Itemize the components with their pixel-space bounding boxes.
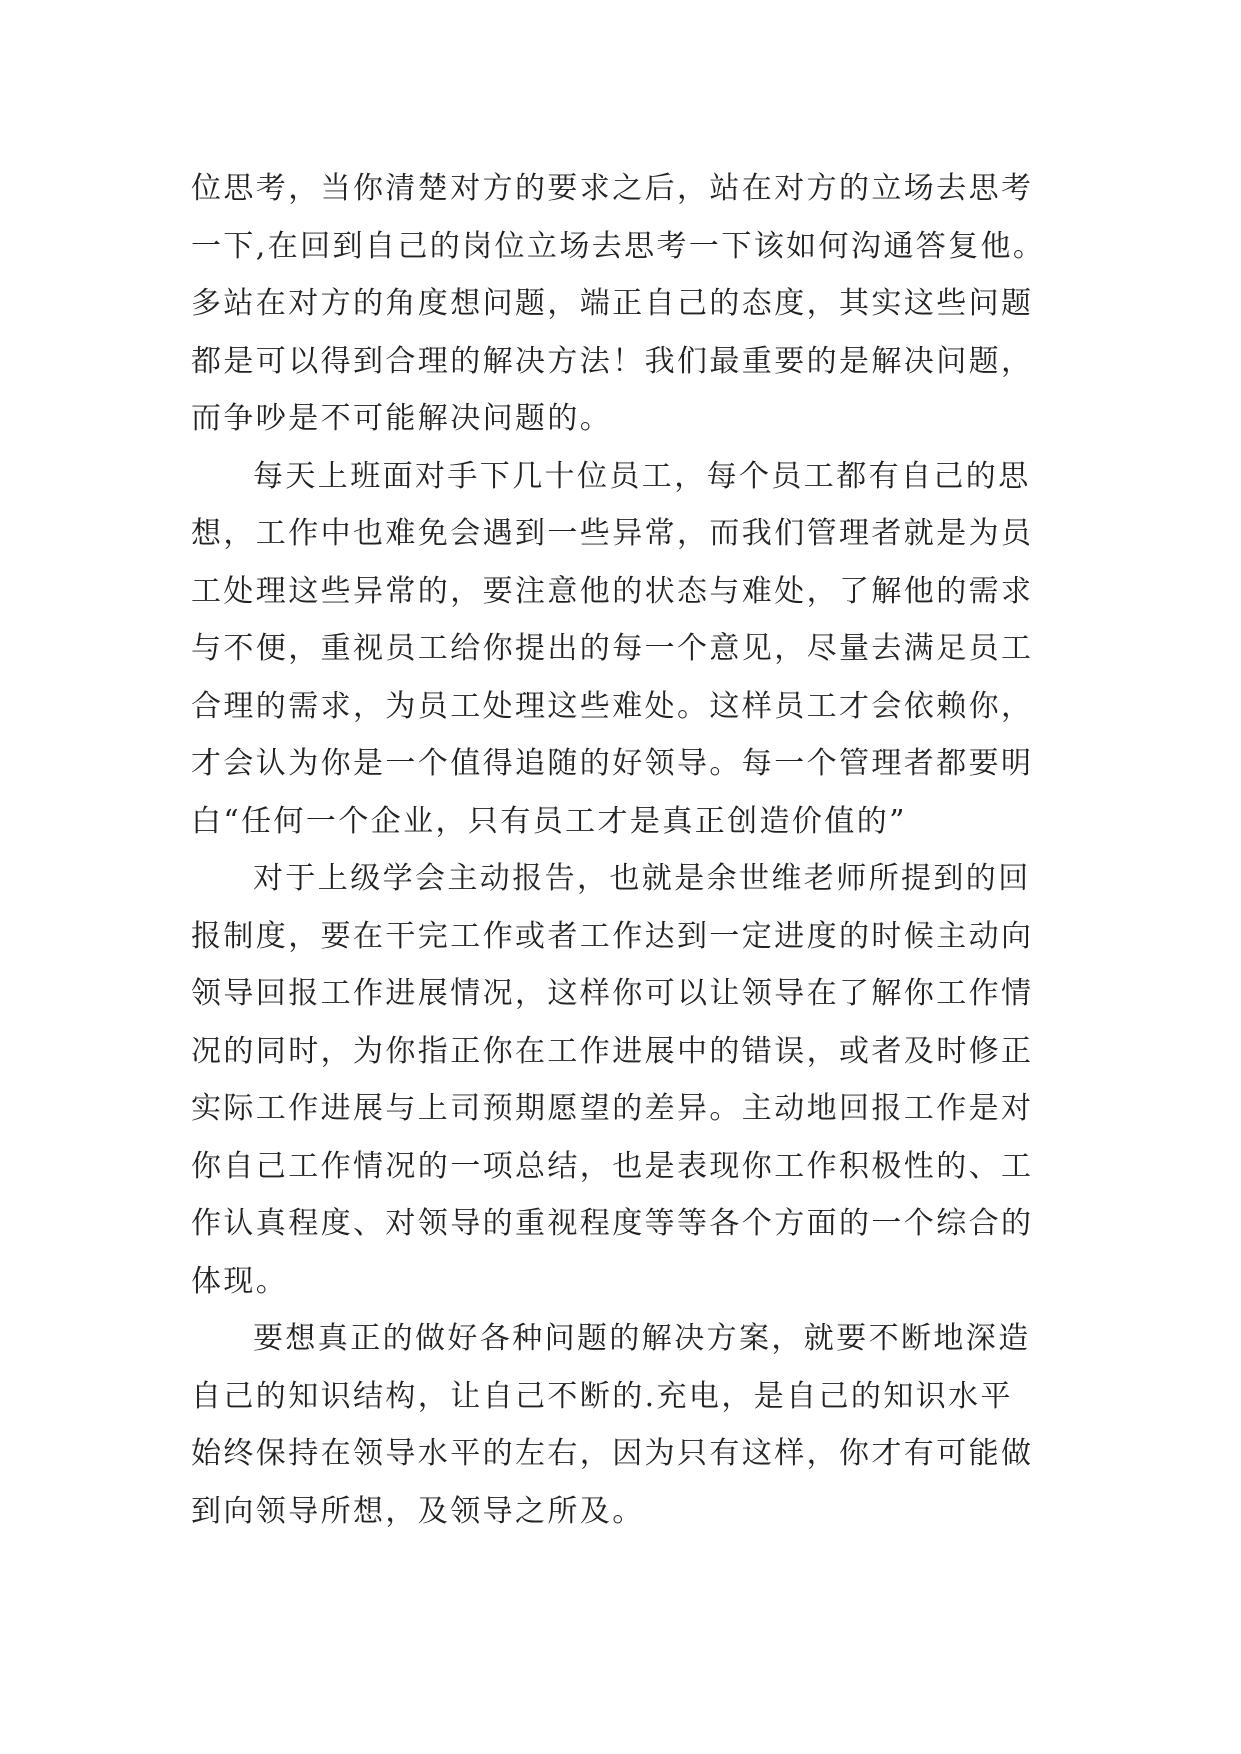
text-line: 作认真程度、对领导的重视程度等等各个方面的一个综合的 [191,1206,1034,1241]
text-line: 领导回报工作进展情况，这样你可以让领导在了解你工作情 [191,976,1034,1011]
text-line: 每天上班面对手下几十位员工，每个员工都有自己的思 [253,458,1031,494]
text-line: 一下,在回到自己的岗位立场去思考一下该如何沟通答复他。 [191,228,1046,264]
paragraph-1 [191,160,1091,448]
text-line: 而争吵是不可能解决问题的。 [191,401,613,436]
text-line: 你自己工作情况的一项总结，也是表现你工作积极性的、工 [191,1148,1034,1184]
text-line: 才会认为你是一个值得追随的好领导。每一个管理者都要明 [191,746,1034,781]
paragraph-3 [191,850,1091,1310]
text-line: 要想真正的做好各种问题的解决方案，就要不断地深造 [253,1321,1031,1356]
text-line: 对于上级学会主动报告，也就是余世维老师所提到的回 [253,861,1031,896]
text-line: 始终保持在领导水平的左右，因为只有这样，你才有可能做 [191,1436,1034,1471]
text-line: 多站在对方的角度想问题，端正自己的态度，其实这些问题 [191,286,1034,321]
document-body [191,160,1091,1540]
text-line: 体现。 [191,1263,289,1299]
text-line: 到向领导所想，及领导之所及。 [191,1493,645,1529]
text-line: 实际工作进展与上司预期愿望的差异。主动地回报工作是对 [191,1091,1034,1126]
text-line: 工处理这些异常的，要注意他的状态与难处，了解他的需求 [191,573,1034,609]
text-line: 位思考，当你清楚对方的要求之后，站在对方的立场去思考 [191,171,1034,206]
paragraph-2 [191,448,1091,851]
paragraph-4 [191,1310,1091,1540]
text-line: 自己的知识结构，让自己不断的.充电，是自己的知识水平 [191,1378,1013,1414]
text-line: 想，工作中也难免会遇到一些异常，而我们管理者就是为员 [191,516,1034,551]
text-line: 报制度，要在干完工作或者工作达到一定进度的时候主动向 [191,918,1034,954]
text-line: 白“任何一个企业，只有员工才是真正创造价值的” [191,803,907,839]
text-line: 与不便，重视员工给你提出的每一个意见，尽量去满足员工 [191,631,1034,666]
text-line: 都是可以得到合理的解决方法！我们最重要的是解决问题， [191,343,1034,379]
text-line: 合理的需求，为员工处理这些难处。这样员工才会依赖你， [191,688,1034,724]
text-line: 况的同时，为你指正你在工作进展中的错误，或者及时修正 [191,1033,1034,1069]
